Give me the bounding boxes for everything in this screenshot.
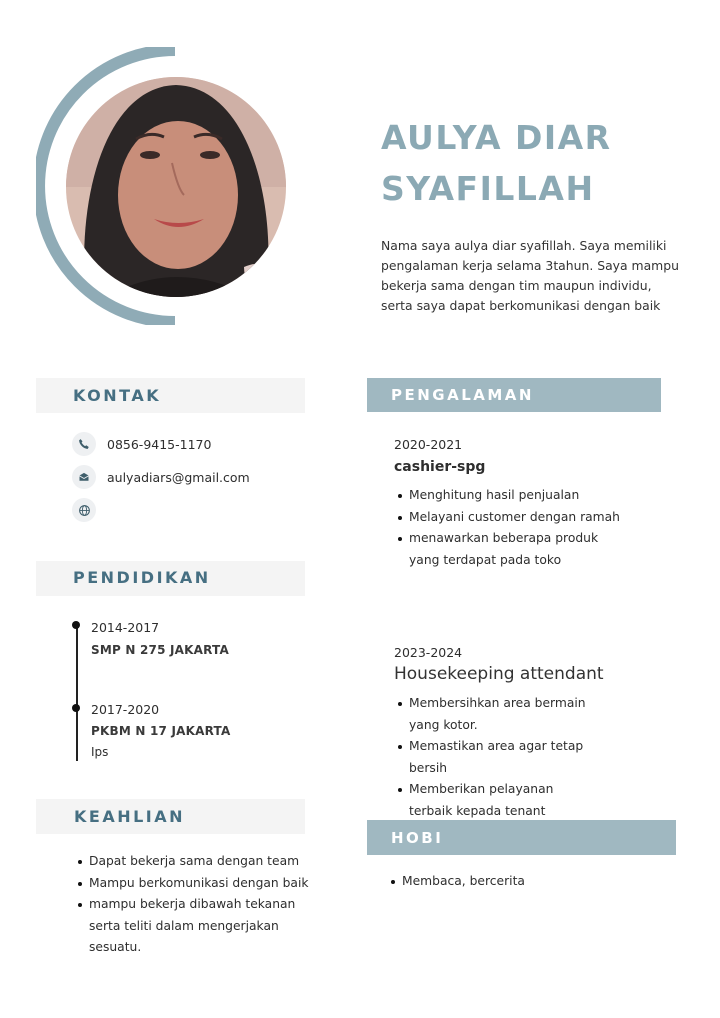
list-item: Membaca, bercerita xyxy=(402,871,652,893)
education-years: 2017-2020 xyxy=(91,702,160,717)
job-title: Housekeeping attendant xyxy=(394,664,604,684)
job-title: cashier-spg xyxy=(394,459,486,475)
hobbies-list xyxy=(387,871,652,893)
name-line-1: AULYA DIAR xyxy=(381,118,612,157)
list-item: Dapat bekerja sama dengan team xyxy=(89,851,324,873)
list-item: Memastikan area agar tetap bersih xyxy=(409,736,599,779)
profile-summary: Nama saya aulya diar syafillah. Saya memiliki pengalaman kerja selama 3tahun. Saya mampu bekerja sama dengan tim maupun individu, serta saya dapat berkomunikasi dengan baik xyxy=(381,238,679,313)
email-address[interactable]: aulyadiars@gmail.com xyxy=(107,469,250,485)
skills-list xyxy=(74,851,324,959)
list-item: Menghitung hasil penjualan xyxy=(409,485,624,507)
job-years: 2020-2021 xyxy=(394,437,463,452)
education-years: 2014-2017 xyxy=(91,620,160,635)
name-line-2: SYAFILLAH xyxy=(381,169,595,208)
candidate-name xyxy=(381,112,701,214)
profile-photo xyxy=(66,77,286,297)
hobi-title: HOBI xyxy=(391,829,444,847)
email-icon xyxy=(72,465,96,489)
timeline-dot xyxy=(72,704,80,712)
contact-email xyxy=(72,465,250,489)
job-years: 2023-2024 xyxy=(394,645,463,660)
education-school: PKBM N 17 JAKARTA xyxy=(91,724,231,738)
keahlian-title: KEAHLIAN xyxy=(74,807,186,826)
education-major: Ips xyxy=(91,745,109,759)
job-tasks-list xyxy=(394,693,599,822)
list-item: mampu bekerja dibawah tekanan serta teliti dalam mengerjakan sesuatu. xyxy=(89,894,324,959)
phone-number: 0856-9415-1170 xyxy=(107,436,212,452)
phone-icon xyxy=(72,432,96,456)
kontak-title: KONTAK xyxy=(73,386,162,405)
contact-phone xyxy=(72,432,211,456)
globe-icon xyxy=(72,498,96,522)
pendidikan-title: PENDIDIKAN xyxy=(73,568,211,587)
job-tasks-list xyxy=(394,485,624,571)
education-timeline xyxy=(76,625,78,761)
list-item: Melayani customer dengan ramah xyxy=(409,507,624,529)
list-item: menawarkan beberapa produk yang terdapat pada toko xyxy=(409,528,624,571)
timeline-dot xyxy=(72,621,80,629)
contact-website xyxy=(72,498,107,522)
list-item: Membersihkan area bermain yang kotor. xyxy=(409,693,599,736)
pengalaman-title: PENGALAMAN xyxy=(391,386,534,404)
list-item: Memberikan pelayanan terbaik kepada tenant xyxy=(409,779,599,822)
education-school: SMP N 275 JAKARTA xyxy=(91,643,229,657)
list-item: Mampu berkomunikasi dengan baik xyxy=(89,873,324,895)
